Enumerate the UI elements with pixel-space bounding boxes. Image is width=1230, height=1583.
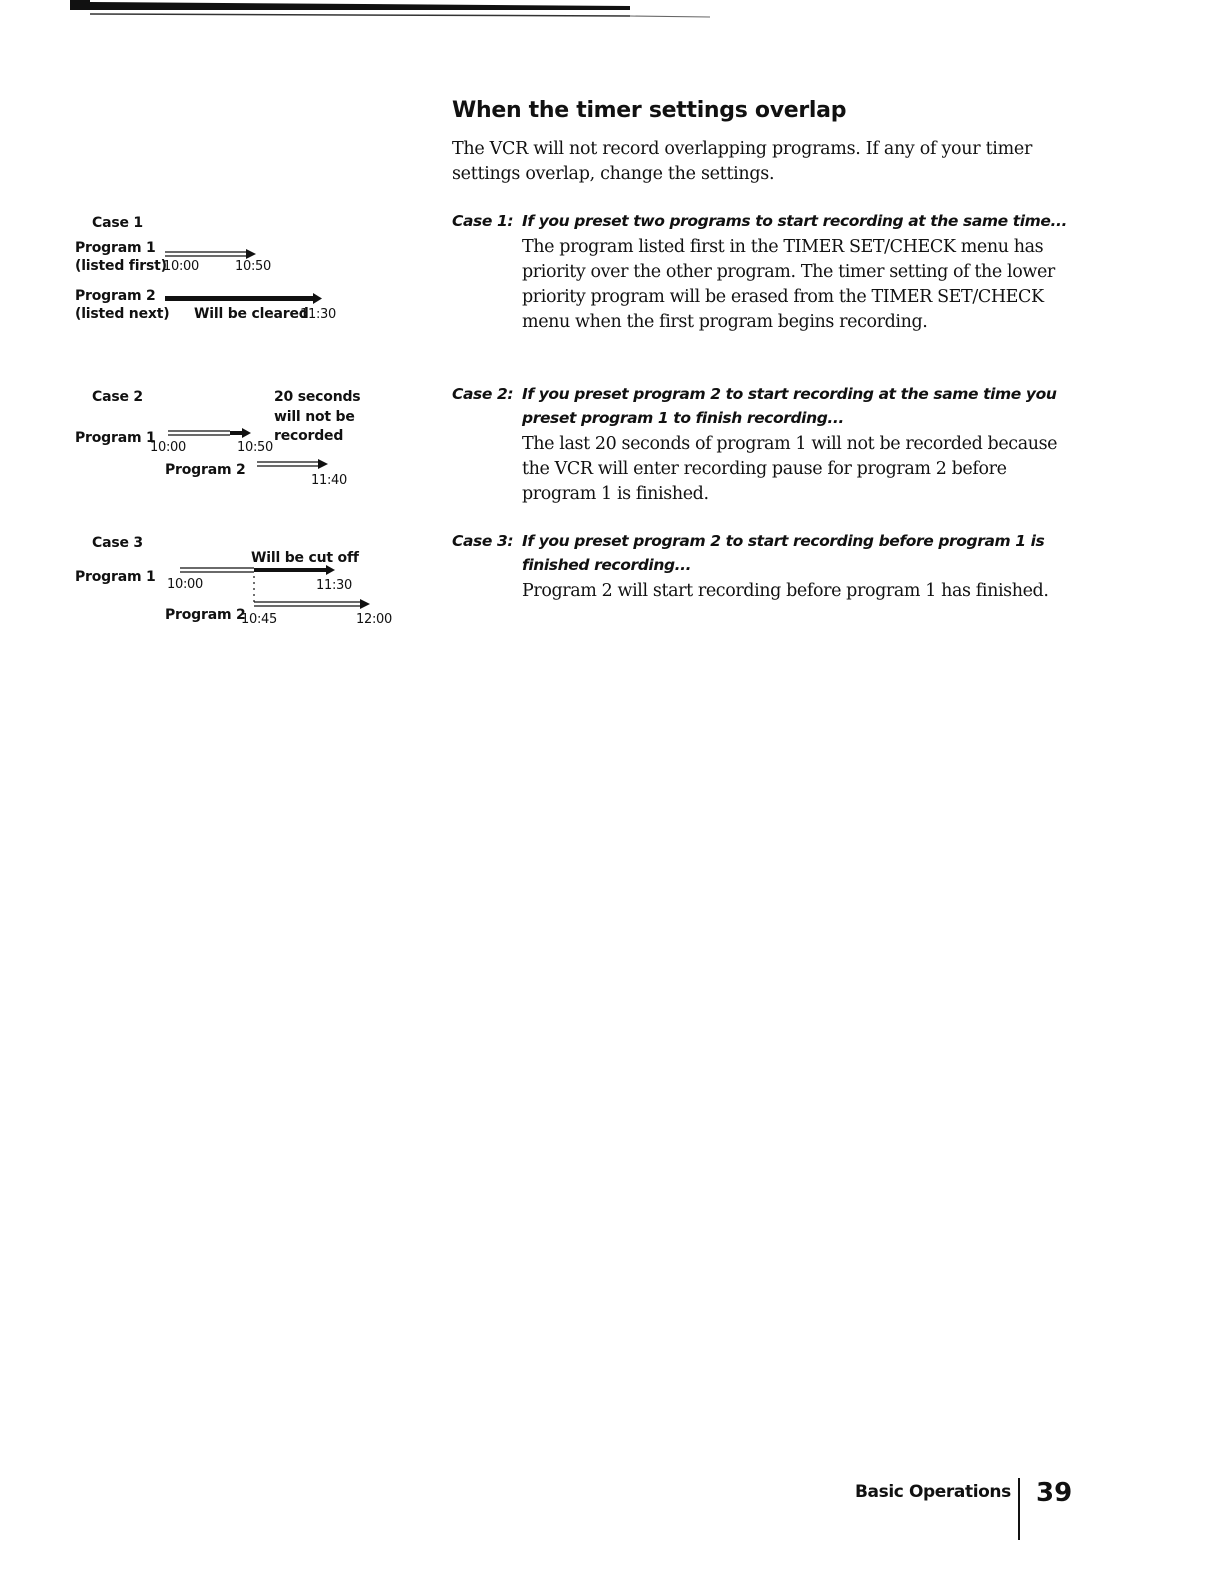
case-1-block [452, 209, 1072, 335]
case-1-tag: Case 1: [452, 212, 514, 230]
diagram-case-3-program-1-start: 10:00 [167, 577, 203, 592]
diagram-case-2-program-1-end: 10:50 [237, 440, 273, 455]
diagram-case-2 [70, 384, 410, 494]
diagram-case-3-program-2-start: 10:45 [241, 612, 277, 627]
case-2-heading [452, 382, 1072, 430]
diagram-case-2-program-2-end: 11:40 [311, 473, 347, 488]
top-rule-bar [70, 0, 710, 22]
diagram-case-3-program-1-end: 11:30 [316, 578, 352, 593]
footer-section-label: Basic Operations [855, 1482, 1011, 1502]
diagram-case-2-program-2-label: Program 2 [165, 462, 246, 478]
section-heading: When the timer settings overlap [452, 98, 847, 123]
case-2-block [452, 382, 1072, 507]
diagram-case-1-program-1-end: 10:50 [235, 259, 271, 274]
diagram-case-3 [70, 530, 410, 630]
diagram-case-1-title: Case 1 [92, 215, 143, 231]
diagram-case-3-title: Case 3 [92, 535, 143, 551]
diagram-case-1 [70, 212, 410, 332]
diagram-case-3-program-2-end: 12:00 [356, 612, 392, 627]
case-1-heading [452, 209, 1072, 233]
diagram-case-1-program-2-label: Program 2 [75, 288, 156, 304]
diagram-case-2-program-1-start: 10:00 [150, 440, 186, 455]
case-3-title: If you preset program 2 to start recording before program 1 is finished recording... [522, 532, 1045, 574]
case-3-heading [452, 529, 1072, 577]
diagram-case-2-note-line-1: 20 seconds [274, 389, 361, 405]
intro-paragraph: The VCR will not record overlapping programs. If any of your timer settings overlap, change the settings. [452, 139, 1033, 184]
diagram-case-3-program-2-label: Program 2 [165, 607, 246, 623]
diagram-case-2-note-line-3: recorded [274, 428, 344, 444]
case-2-body: The last 20 seconds of program 1 will not be recorded because the VCR will enter recording pause for program 2 before program 1 is finished. [522, 434, 1058, 504]
case-1-body: The program listed first in the TIMER SET/CHECK menu has priority over the other program. The timer setting of the lower priority program will be erased from the TIMER SET/CHECK menu when the first program begins recording. [522, 237, 1055, 332]
page-number: 39 [1036, 1478, 1073, 1508]
case-3-tag: Case 3: [452, 532, 514, 550]
diagram-case-2-program-1-label: Program 1 [75, 430, 156, 446]
diagram-case-3-program-1-label: Program 1 [75, 569, 156, 585]
case-2-tag: Case 2: [452, 385, 514, 403]
diagram-case-1-program-2-end: 11:30 [300, 307, 336, 322]
case-3-body: Program 2 will start recording before program 1 has finished. [522, 581, 1049, 601]
diagram-case-1-program-1-start: 10:00 [163, 259, 199, 274]
diagram-case-1-program-2-note: (listed next) [75, 306, 170, 322]
case-3-block [452, 529, 1072, 604]
diagram-case-1-program-1-note: (listed first) [75, 258, 167, 274]
diagram-case-2-title: Case 2 [92, 389, 143, 405]
case-1-title: If you preset two programs to start recording at the same time... [522, 212, 1068, 230]
case-2-title: If you preset program 2 to start recording at the same time you preset program 1 to finish recording... [522, 385, 1057, 427]
diagram-case-1-program-1-label: Program 1 [75, 240, 156, 256]
diagram-case-3-note: Will be cut off [251, 550, 359, 566]
diagram-case-1-program-2-status: Will be cleared [194, 306, 309, 322]
diagram-case-2-note-line-2: will not be [274, 409, 355, 425]
footer-divider [1018, 1478, 1020, 1540]
